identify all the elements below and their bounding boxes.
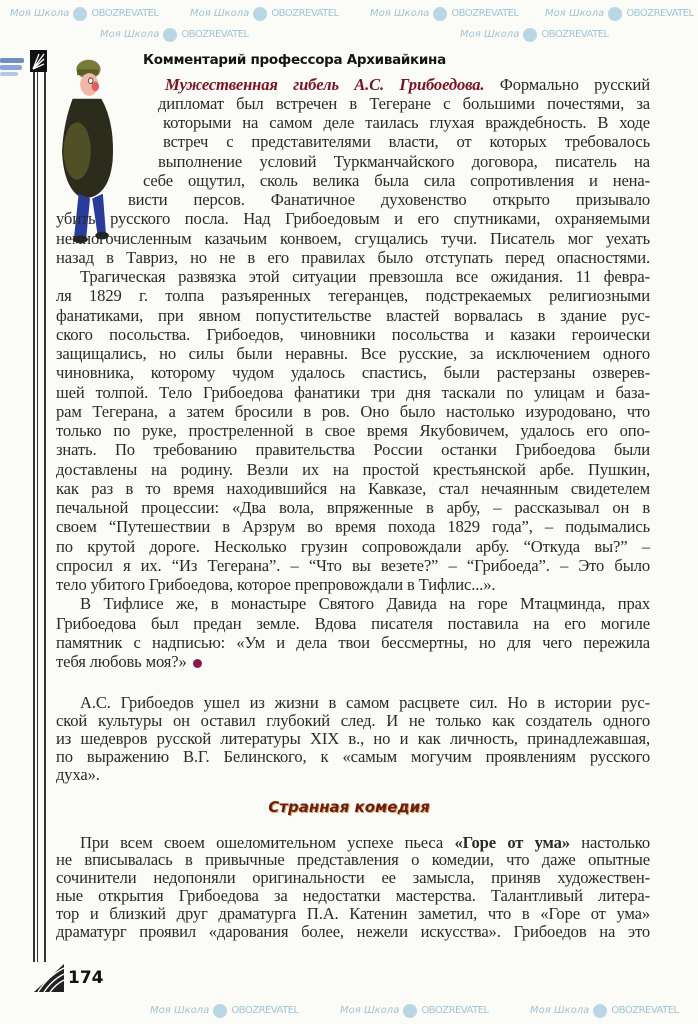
text-line: выполнение условий Туркманчайского договора, писатель на	[158, 151, 650, 171]
margin-rule	[44, 72, 46, 962]
text-line: печальной процессии: «Два вола, впряженные в арбу, – рассказывал он в	[56, 498, 650, 517]
page-number: 174	[68, 968, 104, 988]
text-line: не вписывалась в привычные представления о комедии, что даже опытные	[56, 850, 650, 870]
text-line: из шедевров русской литературы XIX в., но и как личность, принадлежавшая,	[56, 728, 650, 748]
watermark-right: OBOZREVATEL	[611, 1005, 679, 1016]
watermark-logo-icon	[163, 28, 177, 42]
page-corner-ornament-icon	[32, 962, 66, 994]
watermark-left: Моя Школа	[545, 8, 605, 19]
text-line: чиновника, которому чудом удалось спастись, были растерзаны озверев-	[56, 363, 650, 383]
text-line: фанатиками, при явном попустительстве властей ворвалась в здание рус-	[56, 305, 650, 325]
watermark-right: OBOZREVATEL	[626, 8, 694, 19]
text-line: защищались, но силы были неравны. Все русские, за исключением одного	[56, 344, 650, 363]
text-line: встреч с представителями власти, от которых требовалось	[163, 132, 650, 152]
watermark-left: Моя Школа	[530, 1005, 590, 1016]
section-title: Комментарий профессора Архивайкина	[143, 52, 446, 68]
text-line: убить русского посла. Над Грибоедовым и его спутниками, охраняемыми	[56, 209, 650, 229]
text-line: спросил я их. “Из Тегерана”. – “Что вы везете?” – “Грибоеда”. – Это было	[56, 555, 650, 575]
watermark-right: OBOZREVATEL	[541, 29, 609, 40]
watermark	[340, 1003, 489, 1019]
text-line: только по руке, простреленной в свое время Якубовичем, удалось его опо-	[56, 421, 650, 440]
watermark	[370, 6, 519, 22]
comment-lead: Мужественная гибель А.С. Грибоедова.	[165, 74, 485, 94]
watermark-left: Моя Школа	[100, 29, 160, 40]
watermark-left: Моя Школа	[340, 1005, 400, 1016]
text-line: Грибоедова был предан земле. Вдова писателя поставила на его могиле	[56, 613, 650, 633]
text-line	[56, 653, 202, 670]
margin-rule	[33, 72, 35, 962]
margin-rule	[37, 72, 38, 962]
fan-ornament-icon	[30, 50, 47, 72]
watermark-logo-icon	[523, 28, 537, 42]
text-line: В Тифлисе же, в монастыре Святого Давида на горе Мтацминда, прах	[80, 594, 650, 614]
text-line: как раз в то время находившийся на Кавказе, стал нечаянным свидетелем	[56, 478, 650, 498]
watermark-logo-icon	[593, 1004, 607, 1018]
text-line: драматург проявил «дарования более, нежели искусства». Грибоедов на это	[56, 921, 650, 941]
text-line: своем “Путешествии в Арзрум во время похода 1829 года”, – подымались	[56, 517, 650, 537]
chapter-heading: Странная комедия	[268, 798, 430, 816]
text-line: которыми на самом деле таилась глухая враждебность. В ходе	[163, 113, 650, 132]
text-fragment: При всем своем ошеломительном успехе пьеса	[80, 832, 455, 852]
watermark	[190, 6, 339, 22]
text-line: ского посольства. Грибоедов, чиновники посольства и казаки героически	[56, 324, 650, 344]
text-line: сочинители недопоняли оригинальности ее замысла, приняв художествен-	[56, 868, 650, 888]
text-line: тело убитого Грибоедова, которое препровождали в Тифлис...».	[56, 575, 496, 594]
watermark-left: Моя Школа	[370, 8, 430, 19]
text-line: ля 1829 г. толпа разъяренных тегеранцев, подстрекаемых религиозными	[56, 286, 650, 306]
text-line: тор и близкий друг драматурга П.А. Катенин заметил, что в «Горе от ума»	[56, 903, 650, 923]
text-line: ные открытия Грибоедова за недостатки мастерства. Талантливый литера-	[56, 885, 650, 905]
watermark-logo-icon	[213, 1004, 227, 1018]
watermark-right: OBOZREVATEL	[181, 29, 249, 40]
watermark-left: Моя Школа	[10, 8, 70, 19]
text-line	[80, 834, 650, 851]
text-line: памятник с надписью: «Ум и дела твои бессмертны, но для чего пережила	[56, 632, 650, 652]
text-line: немногочисленным казачьим конвоем, сгущались тучи. Писатель мог уехать	[56, 228, 650, 248]
text-line: себе ощутил, сколь велика была сила сопротивления и нена-	[143, 170, 650, 190]
text-fragment: Формально русский	[499, 74, 651, 94]
text-line: доставлены на родину. Везли их на простой крестьянской арбе. Пушкин,	[56, 459, 650, 479]
text-line: рам Тегерана, а затем бросили в ров. Оно было настолько изуродовано, что	[56, 401, 650, 421]
watermark-right: OBOZREVATEL	[451, 8, 519, 19]
watermark-right: OBOZREVATEL	[91, 8, 159, 19]
play-title: «Горе от ума»	[454, 832, 570, 852]
text-fragment: тебя любовь моя?»	[56, 652, 187, 671]
watermark	[10, 6, 159, 22]
watermark-logo-icon	[433, 7, 447, 21]
watermark-right: OBOZREVATEL	[231, 1005, 299, 1016]
tab-marker-icon	[0, 52, 26, 78]
watermark	[460, 27, 609, 43]
watermark-logo-icon	[73, 7, 87, 21]
watermark-logo-icon	[608, 7, 622, 21]
text-line	[165, 76, 650, 93]
text-line: по выражению В.Г. Белинского, к «самым могучим проявлениям русского	[56, 746, 650, 766]
text-line: Трагическая развязка этой ситуации превзошла все ожидания. 11 февра-	[80, 267, 650, 286]
watermark-left: Моя Школа	[190, 8, 250, 19]
watermark	[545, 6, 694, 22]
text-line: шей толпой. Тело Грибоедова фанатики три дня таскали по улицам и база-	[56, 382, 650, 402]
watermark-right: OBOZREVATEL	[421, 1005, 489, 1016]
text-line: назад в Тавриз, но не в его правилах было отступать перед опасностями.	[56, 247, 650, 267]
watermark-left: Моя Школа	[460, 29, 520, 40]
text-line: дипломат был встречен в Тегеране с большими почестями, за	[158, 93, 650, 113]
text-fragment: настолько	[569, 832, 651, 852]
text-line: висти персов. Фанатичное духовенство открыто призывало	[128, 190, 650, 209]
watermark	[530, 1003, 679, 1019]
text-line: знать. По требованию правительства России останки Грибоедова были	[56, 440, 650, 460]
watermark-logo-icon	[403, 1004, 417, 1018]
watermark-right: OBOZREVATEL	[271, 8, 339, 19]
text-line: по крутой дороге. Несколько грузин сопровождали арбу. “Откуда вы?” –	[56, 536, 650, 556]
text-line: духа».	[56, 764, 100, 784]
text-line: А.С. Грибоедов ушел из жизни в самом расцвете сил. Но в истории рус-	[80, 692, 650, 712]
watermark-left: Моя Школа	[150, 1005, 210, 1016]
end-bullet-icon	[193, 659, 202, 668]
watermark	[100, 27, 249, 43]
watermark-logo-icon	[253, 7, 267, 21]
text-line: ской культуры он оставил глубокий след. И не только как создатель одного	[56, 710, 650, 730]
watermark	[150, 1003, 299, 1019]
